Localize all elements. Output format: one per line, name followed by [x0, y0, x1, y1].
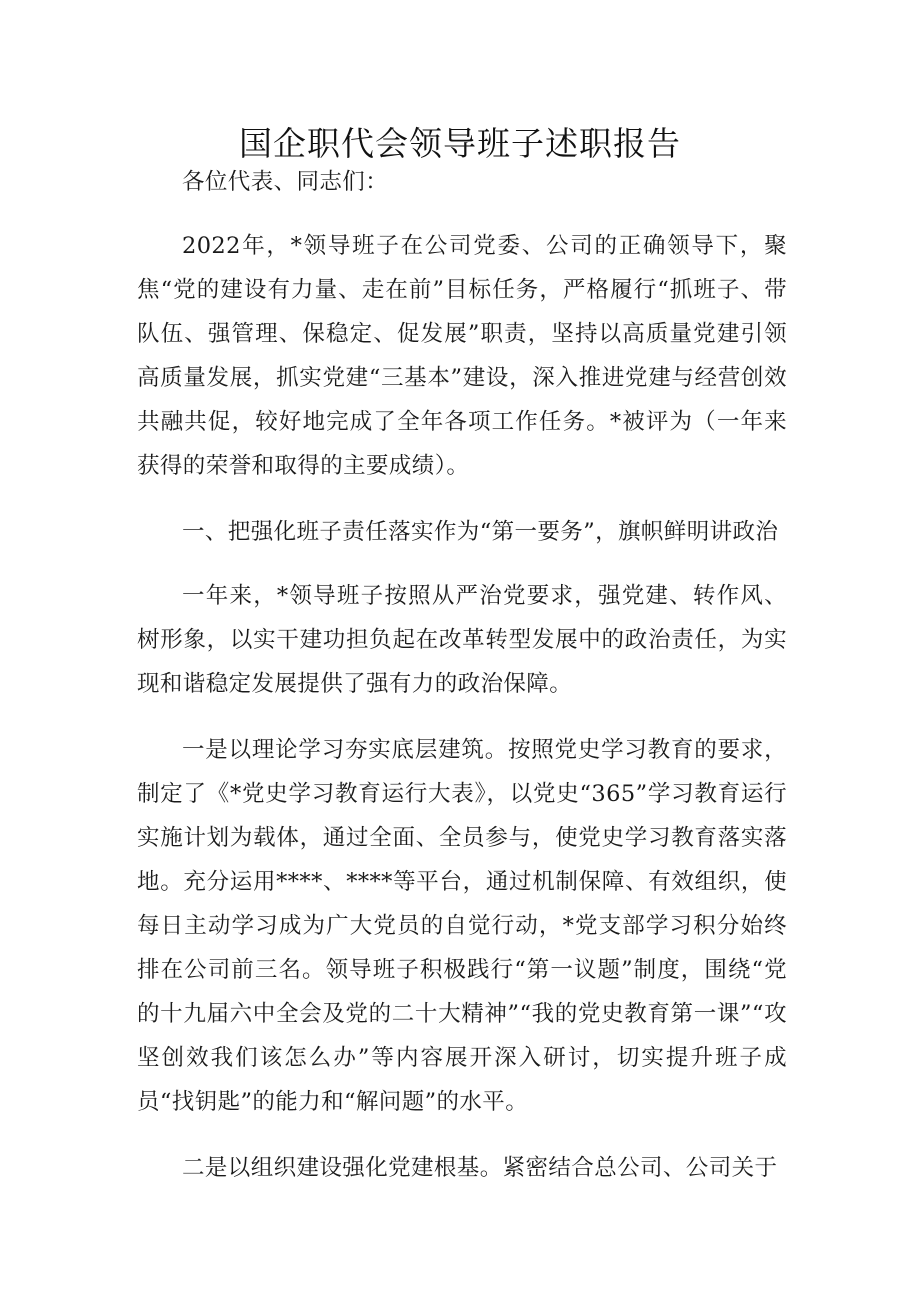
greeting: 各位代表、同志们：	[182, 169, 389, 195]
point-two-paragraph: 二是以组织建设强化党建根基。紧密结合总公司、公司关于	[182, 1155, 778, 1181]
section-heading: 一、把强化班子责任落实作为“第一要务”，旗帜鲜明讲政治	[182, 519, 779, 545]
document-body	[137, 160, 787, 1190]
section-body-paragraph: 一年来，*领导班子按照从严治党要求，强党建、转作风、树形象，以实干建功担负起在改革转型发展中的政治责任，为实现和谐稳定发展提供了强有力的政治保障。	[137, 583, 787, 697]
point-one-paragraph: 一是以理论学习夯实底层建筑。按照党史学习教育的要求，制定了《*党史学习教育运行大表》，以党史“365”学习教育运行实施计划为载体，通过全面、全员参与，使党史学习教育落实落地。充分运用****、****等平台，通过机制保障、有效组织，使每日主动学习成为广大党员的自觉行动，*党支部学习积分始终排在公司前三名。领导班子积极践行“第一议题”制度，围绕“党的十九届六中全会及党的二十大精神”“我的党史教育第一课”“攻坚创效我们该怎么办”等内容展开深入研讨，切实提升班子成员“找钥匙”的能力和“解问题”的水平。	[137, 737, 787, 1115]
document-title: 国企职代会领导班子述职报告	[239, 124, 681, 163]
intro-paragraph: 2022年，*领导班子在公司党委、公司的正确领导下，聚焦“党的建设有力量、走在前”目标任务，严格履行“抓班子、带队伍、强管理、保稳定、促发展”职责，坚持以高质量党建引领高质量发展，抓实党建“三基本”建设，深入推进党建与经营创效共融共促，较好地完成了全年各项工作任务。*被评为（一年来获得的荣誉和取得的主要成绩）。	[137, 233, 787, 479]
